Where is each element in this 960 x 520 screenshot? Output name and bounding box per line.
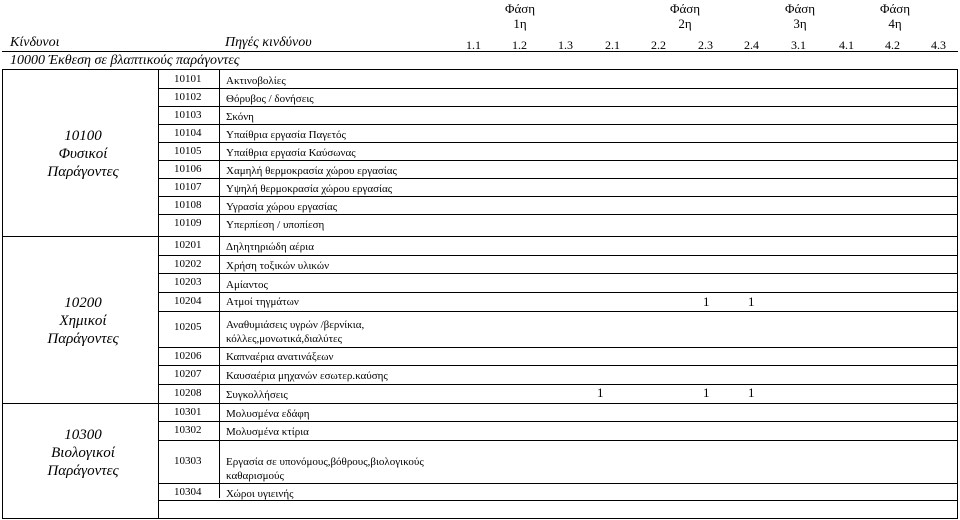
- subphase-2-2: 2.2: [651, 38, 666, 52]
- row-source: Σκόνη: [226, 111, 254, 123]
- row-code: 10304: [174, 486, 202, 498]
- mark-10204-3-1: 1: [703, 294, 710, 309]
- row-source: Καυσαέρια μηχανών εσωτερ.καύσης: [226, 370, 388, 382]
- phase-2-header: Φάση 2η: [669, 1, 701, 31]
- row-code: 10108: [174, 199, 202, 211]
- row-line: [158, 500, 957, 501]
- row-line: [158, 403, 957, 404]
- row-line: [158, 236, 957, 237]
- row-code: 10106: [174, 163, 202, 175]
- mark-10208-3-1: 1: [703, 385, 710, 400]
- row-code: 10203: [174, 276, 202, 288]
- row-line: [158, 273, 957, 274]
- row-source: Δηλητηριώδη αέρια: [226, 241, 314, 253]
- row-line: [158, 292, 957, 293]
- row-source: Καπναέρια ανατινάξεων: [226, 351, 334, 363]
- row-code: 10207: [174, 368, 202, 380]
- mark-10204-4-2: 1: [748, 294, 755, 309]
- risks-column-header: Κίνδυνοι: [10, 35, 60, 50]
- subphase-4-1: 4.1: [839, 38, 854, 52]
- row-source: Θόρυβος / δονήσεις: [226, 93, 314, 105]
- mark-10208-2-2: 1: [597, 385, 604, 400]
- row-source-cont: καθαρισμούς: [226, 470, 284, 482]
- row-line: [158, 142, 957, 143]
- group-biological: 10300 Βιολογικοί Παράγοντες: [47, 427, 119, 479]
- subphase-1-1: 1.1: [466, 38, 481, 52]
- row-source: Υγρασία χώρου εργασίας: [226, 201, 338, 213]
- subphase-2-3: 2.3: [698, 38, 713, 52]
- section-title: 10000 Έκθεση σε βλαπτικούς παράγοντες: [10, 53, 240, 68]
- subphase-1-3: 1.3: [558, 38, 573, 52]
- table-bottom-border: [2, 518, 958, 519]
- group-physical: 10100 Φυσικοί Παράγοντες: [47, 128, 119, 180]
- row-code: 10204: [174, 295, 202, 307]
- row-source: Χαμηλή θερμοκρασία χώρου εργασίας: [226, 165, 397, 177]
- row-line: [158, 124, 957, 125]
- row-source: Χώροι υγιεινής: [226, 488, 294, 500]
- row-line: [158, 214, 957, 215]
- row-source: Μολυσμένα κτίρια: [226, 426, 309, 438]
- row-source: Υπερπίεση / υποπίεση: [226, 219, 325, 231]
- row-code: 10302: [174, 424, 202, 436]
- row-code: 10102: [174, 91, 202, 103]
- row-source: Αναθυμιάσεις υγρών /βερνίκια,: [226, 319, 365, 331]
- table-left-border: [2, 70, 3, 518]
- group-divider-2: [2, 403, 158, 404]
- phase-1-header: Φάση 1η: [504, 1, 536, 31]
- group-chemical: 10200 Χημικοί Παράγοντες: [47, 295, 119, 347]
- row-code: 10109: [174, 217, 202, 229]
- row-code: 10104: [174, 127, 202, 139]
- table-right-border: [957, 70, 958, 518]
- row-code: 10107: [174, 181, 202, 193]
- mark-10208-4-2: 1: [748, 385, 755, 400]
- row-line: [158, 384, 957, 385]
- row-code: 10303: [174, 455, 202, 467]
- row-source: Εργασία σε υπονόμους,βόθρους,βιολογικούς: [226, 456, 424, 468]
- row-line: [158, 483, 957, 484]
- row-source: Χρήση τοξικών υλικών: [226, 260, 330, 272]
- phase-4-header: Φάση 4η: [879, 1, 911, 31]
- row-source: Μολυσμένα εδάφη: [226, 408, 310, 420]
- row-line: [158, 311, 957, 312]
- row-source: Ατμοί τηγμάτων: [226, 296, 299, 308]
- row-code: 10205: [174, 321, 202, 333]
- row-source: Συγκολλήσεις: [226, 389, 288, 401]
- phase-3-header: Φάση 3η: [784, 1, 816, 31]
- row-source: Αμίαντος: [226, 279, 268, 291]
- subphase-2-1: 2.1: [605, 38, 620, 52]
- row-line: [158, 196, 957, 197]
- row-source: Ακτινοβολίες: [226, 75, 286, 87]
- subphase-4-2: 4.2: [885, 38, 900, 52]
- subphase-3-1: 3.1: [791, 38, 806, 52]
- row-line: [158, 88, 957, 89]
- row-code: 10103: [174, 109, 202, 121]
- row-line: [158, 347, 957, 348]
- subphase-1-2: 1.2: [512, 38, 527, 52]
- row-source: Υπαίθρια εργασία Καύσωνας: [226, 147, 356, 159]
- sources-column-header: Πηγές κινδύνου: [225, 35, 312, 50]
- section-divider: [2, 69, 958, 70]
- row-line: [158, 106, 957, 107]
- subphase-4-3: 4.3: [931, 38, 946, 52]
- row-code: 10202: [174, 258, 202, 270]
- row-code: 10208: [174, 387, 202, 399]
- row-line: [158, 255, 957, 256]
- row-code: 10301: [174, 406, 202, 418]
- row-line: [158, 178, 957, 179]
- row-code: 10101: [174, 73, 202, 85]
- group-divider-1: [2, 236, 158, 237]
- subphase-2-4: 2.4: [744, 38, 759, 52]
- row-source: Υπαίθρια εργασία Παγετός: [226, 129, 346, 141]
- row-source: Υψηλή θερμοκρασία χώρου εργασίας: [226, 183, 393, 195]
- code-divider: [219, 70, 220, 498]
- row-source-cont: κόλλες,μονωτικά,διαλύτες: [226, 333, 343, 345]
- row-line: [158, 365, 957, 366]
- row-code: 10206: [174, 350, 202, 362]
- group-divider: [158, 70, 159, 518]
- row-line: [158, 421, 957, 422]
- row-code: 10105: [174, 145, 202, 157]
- row-code: 10201: [174, 239, 202, 251]
- row-line: [158, 440, 957, 441]
- row-line: [158, 160, 957, 161]
